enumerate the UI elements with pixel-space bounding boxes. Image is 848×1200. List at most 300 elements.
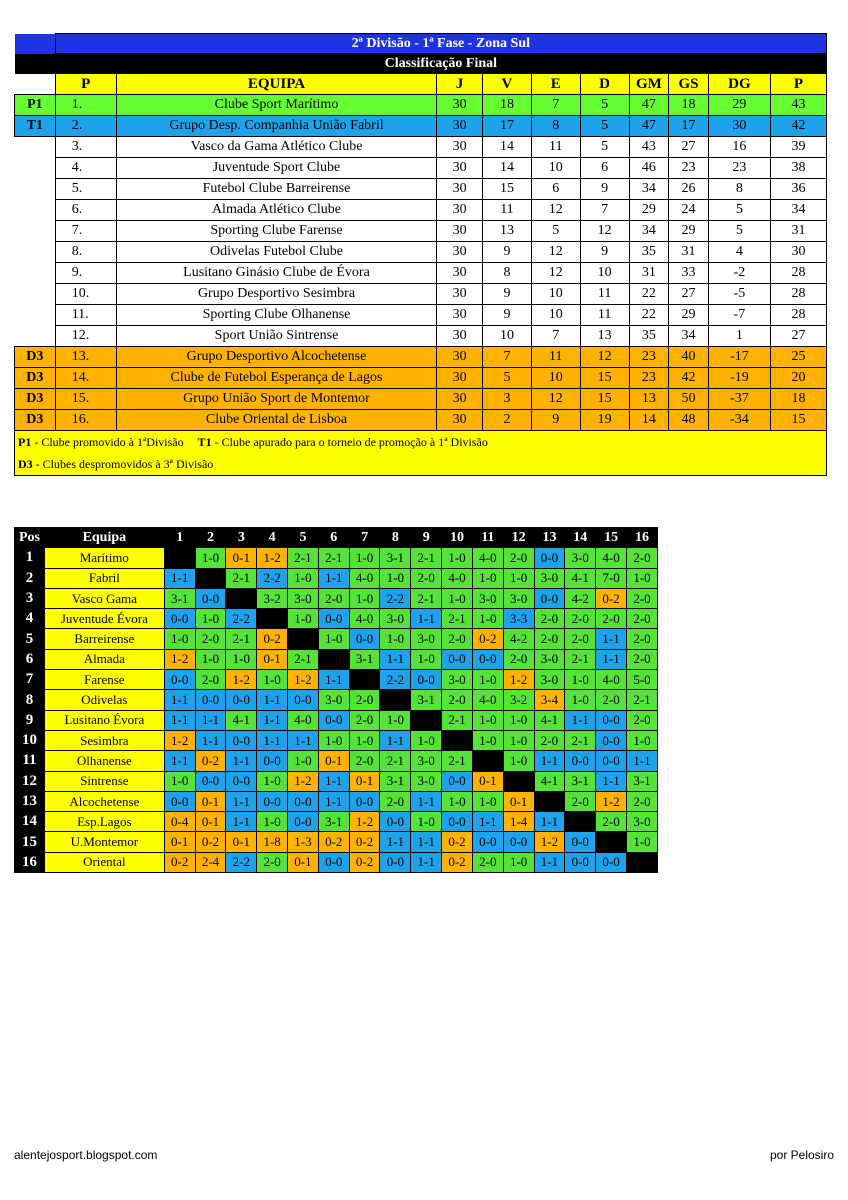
match-result: 4-0 xyxy=(596,548,627,568)
match-result: 1-1 xyxy=(288,730,319,750)
matrix-row-pos: 14 xyxy=(15,812,45,832)
match-result: 2-0 xyxy=(318,588,349,608)
header-goals-for: GM xyxy=(629,74,669,95)
matrix-row-pos: 9 xyxy=(15,710,45,730)
stat-played: 30 xyxy=(437,137,483,158)
match-result: 1-1 xyxy=(257,690,288,710)
matrix-header-opponent: 11 xyxy=(472,528,503,548)
team-name: Juventude Sport Clube xyxy=(116,158,437,179)
stat-points: 28 xyxy=(770,284,826,305)
standings-row xyxy=(15,200,827,221)
match-result: 1-1 xyxy=(318,670,349,690)
stat-goal-diff: 8 xyxy=(708,179,770,200)
stat-losses: 15 xyxy=(580,368,629,389)
match-result: 3-1 xyxy=(164,588,195,608)
legend-code: D3 xyxy=(18,456,33,471)
standings-row xyxy=(15,95,827,116)
status-tag: T1 xyxy=(15,116,56,137)
standings-title: 2ª Divisão - 1ª Fase - Zona Sul xyxy=(55,34,826,54)
stat-goals-against: 33 xyxy=(669,263,709,284)
match-result: 4-0 xyxy=(288,710,319,730)
team-name: Vasco da Gama Atlético Clube xyxy=(116,137,437,158)
match-result: 0-0 xyxy=(472,649,503,669)
match-result: 2-1 xyxy=(442,609,473,629)
team-name: Grupo União Sport de Montemor xyxy=(116,389,437,410)
matrix-header-opponent: 9 xyxy=(411,528,442,548)
match-result: 0-1 xyxy=(503,791,534,811)
match-result: 4-0 xyxy=(472,548,503,568)
match-result: 0-0 xyxy=(288,690,319,710)
match-result: 3-0 xyxy=(565,548,596,568)
matrix-row xyxy=(15,730,658,750)
matrix-self-cell xyxy=(349,670,380,690)
match-result: 1-0 xyxy=(164,629,195,649)
match-result: 0-1 xyxy=(195,791,226,811)
stat-wins: 8 xyxy=(483,263,532,284)
team-name: Sporting Clube Olhanense xyxy=(116,305,437,326)
stat-points: 28 xyxy=(770,263,826,284)
standings-row xyxy=(15,242,827,263)
stat-goals-against: 42 xyxy=(669,368,709,389)
match-result: 1-1 xyxy=(318,568,349,588)
stat-points: 15 xyxy=(770,410,826,431)
matrix-row-pos: 8 xyxy=(15,690,45,710)
matrix-row-team: Fabril xyxy=(44,568,164,588)
stat-losses: 15 xyxy=(580,389,629,410)
match-result: 3-0 xyxy=(472,588,503,608)
match-result: 0-1 xyxy=(195,812,226,832)
stat-losses: 11 xyxy=(580,305,629,326)
stat-played: 30 xyxy=(437,326,483,347)
stat-goals-for: 31 xyxy=(629,263,669,284)
matrix-row-team: Lusitano Évora xyxy=(44,710,164,730)
stat-points: 39 xyxy=(770,137,826,158)
stat-goals-against: 24 xyxy=(669,200,709,221)
match-result: 1-2 xyxy=(164,649,195,669)
matrix-row-team: Farense xyxy=(44,670,164,690)
matrix-row-team: Marítimo xyxy=(44,548,164,568)
legend-code: T1 xyxy=(197,434,212,449)
match-result: 0-0 xyxy=(472,832,503,852)
standings-row xyxy=(15,410,827,431)
standings-table xyxy=(14,33,827,476)
match-result: 2-1 xyxy=(442,751,473,771)
match-result: 0-0 xyxy=(164,609,195,629)
match-result: 1-2 xyxy=(288,771,319,791)
stat-draws: 12 xyxy=(531,200,580,221)
team-position: 8. xyxy=(55,242,116,263)
match-result: 0-0 xyxy=(596,710,627,730)
stat-wins: 9 xyxy=(483,305,532,326)
stat-goals-for: 35 xyxy=(629,326,669,347)
stat-played: 30 xyxy=(437,284,483,305)
match-result: 3-2 xyxy=(503,690,534,710)
stat-played: 30 xyxy=(437,305,483,326)
match-result: 3-1 xyxy=(349,649,380,669)
status-tag xyxy=(15,158,56,179)
matrix-self-cell xyxy=(596,832,627,852)
match-result: 1-0 xyxy=(503,751,534,771)
matrix-header-team: Equipa xyxy=(44,528,164,548)
match-result: 1-0 xyxy=(503,852,534,872)
match-result: 0-0 xyxy=(349,629,380,649)
header-played: J xyxy=(437,74,483,95)
match-result: 1-0 xyxy=(442,548,473,568)
stat-draws: 12 xyxy=(531,389,580,410)
status-tag xyxy=(15,179,56,200)
match-result: 1-0 xyxy=(380,629,411,649)
matrix-self-cell xyxy=(626,852,657,872)
match-result: 1-0 xyxy=(472,670,503,690)
team-position: 11. xyxy=(55,305,116,326)
match-result: 4-1 xyxy=(534,710,565,730)
match-result: 4-0 xyxy=(596,670,627,690)
match-result: 1-2 xyxy=(349,812,380,832)
stat-draws: 12 xyxy=(531,263,580,284)
match-result: 1-0 xyxy=(318,730,349,750)
match-result: 0-0 xyxy=(380,852,411,872)
match-result: 4-1 xyxy=(226,710,257,730)
standings-header-row xyxy=(15,74,827,95)
standings-row xyxy=(15,284,827,305)
stat-draws: 12 xyxy=(531,242,580,263)
match-result: 0-0 xyxy=(442,771,473,791)
match-result: 1-1 xyxy=(411,852,442,872)
matrix-header-opponent: 6 xyxy=(318,528,349,548)
stat-draws: 5 xyxy=(531,221,580,242)
matrix-row-team: Sesimbra xyxy=(44,730,164,750)
stat-goals-for: 43 xyxy=(629,137,669,158)
stat-goals-for: 47 xyxy=(629,116,669,137)
match-result: 0-0 xyxy=(226,771,257,791)
stat-goal-diff: 5 xyxy=(708,221,770,242)
stat-points: 38 xyxy=(770,158,826,179)
match-result: 2-0 xyxy=(534,609,565,629)
match-result: 1-0 xyxy=(503,568,534,588)
legend-text: - Clubes despromovidos à 3ª Divisão xyxy=(32,456,214,471)
status-tag: D3 xyxy=(15,389,56,410)
matrix-row-team: Juventude Évora xyxy=(44,609,164,629)
stat-points: 27 xyxy=(770,326,826,347)
header-losses: D xyxy=(580,74,629,95)
match-result: 7-0 xyxy=(596,568,627,588)
stat-goals-for: 34 xyxy=(629,179,669,200)
stat-goal-diff: 23 xyxy=(708,158,770,179)
team-position: 9. xyxy=(55,263,116,284)
team-name: Sporting Clube Farense xyxy=(116,221,437,242)
match-result: 0-0 xyxy=(380,812,411,832)
match-result: 2-1 xyxy=(442,710,473,730)
match-result: 2-2 xyxy=(226,609,257,629)
match-result: 3-3 xyxy=(503,609,534,629)
match-result: 0-0 xyxy=(565,832,596,852)
match-result: 1-0 xyxy=(288,609,319,629)
match-result: 1-0 xyxy=(472,791,503,811)
match-result: 1-2 xyxy=(534,832,565,852)
standings-row xyxy=(15,221,827,242)
footer-author: por Pelosiro xyxy=(769,1148,834,1162)
stat-goals-against: 29 xyxy=(669,221,709,242)
stat-points: 36 xyxy=(770,179,826,200)
stat-goals-against: 34 xyxy=(669,326,709,347)
match-result: 1-2 xyxy=(164,730,195,750)
matrix-self-cell xyxy=(472,751,503,771)
stat-wins: 9 xyxy=(483,242,532,263)
team-name: Sport União Sintrense xyxy=(116,326,437,347)
matrix-row-pos: 4 xyxy=(15,609,45,629)
match-result: 1-1 xyxy=(257,730,288,750)
match-result: 2-1 xyxy=(411,588,442,608)
match-result: 3-0 xyxy=(626,812,657,832)
match-result: 1-1 xyxy=(565,710,596,730)
status-tag xyxy=(15,242,56,263)
header-pos: P xyxy=(55,74,116,95)
match-result: 1-1 xyxy=(164,751,195,771)
match-result: 1-0 xyxy=(626,832,657,852)
stat-wins: 14 xyxy=(483,137,532,158)
status-tag: P1 xyxy=(15,95,56,116)
standings-row xyxy=(15,179,827,200)
stat-losses: 9 xyxy=(580,242,629,263)
matrix-header-opponent: 2 xyxy=(195,528,226,548)
match-result: 1-0 xyxy=(472,710,503,730)
stat-played: 30 xyxy=(437,179,483,200)
match-result: 1-0 xyxy=(195,609,226,629)
team-position: 1. xyxy=(55,95,116,116)
match-result: 1-0 xyxy=(626,568,657,588)
stat-goals-against: 18 xyxy=(669,95,709,116)
team-position: 10. xyxy=(55,284,116,305)
matrix-row-pos: 6 xyxy=(15,649,45,669)
team-position: 12. xyxy=(55,326,116,347)
match-result: 2-0 xyxy=(596,609,627,629)
status-tag xyxy=(15,137,56,158)
stat-goals-for: 14 xyxy=(629,410,669,431)
stat-goal-diff: -19 xyxy=(708,368,770,389)
stat-losses: 11 xyxy=(580,284,629,305)
match-result: 1-1 xyxy=(380,649,411,669)
stat-draws: 7 xyxy=(531,95,580,116)
matrix-row xyxy=(15,568,658,588)
stat-played: 30 xyxy=(437,221,483,242)
match-result: 1-1 xyxy=(411,832,442,852)
match-result: 3-0 xyxy=(534,670,565,690)
team-name: Lusitano Ginásio Clube de Évora xyxy=(116,263,437,284)
stat-points: 42 xyxy=(770,116,826,137)
match-result: 2-2 xyxy=(380,588,411,608)
match-result: 1-0 xyxy=(257,771,288,791)
stat-wins: 5 xyxy=(483,368,532,389)
stat-losses: 9 xyxy=(580,179,629,200)
stat-goal-diff: 30 xyxy=(708,116,770,137)
status-tag xyxy=(15,263,56,284)
stat-draws: 7 xyxy=(531,326,580,347)
match-result: 1-0 xyxy=(349,548,380,568)
stat-wins: 10 xyxy=(483,326,532,347)
match-result: 3-1 xyxy=(411,690,442,710)
stat-wins: 9 xyxy=(483,284,532,305)
match-result: 1-1 xyxy=(534,751,565,771)
matrix-row xyxy=(15,812,658,832)
match-result: 3-1 xyxy=(380,548,411,568)
match-result: 0-1 xyxy=(472,771,503,791)
matrix-row xyxy=(15,791,658,811)
status-tag: D3 xyxy=(15,410,56,431)
stat-draws: 10 xyxy=(531,284,580,305)
match-result: 3-0 xyxy=(503,588,534,608)
stat-wins: 15 xyxy=(483,179,532,200)
stat-goals-against: 31 xyxy=(669,242,709,263)
match-result: 0-1 xyxy=(226,548,257,568)
stat-goal-diff: 1 xyxy=(708,326,770,347)
match-result: 4-0 xyxy=(349,568,380,588)
header-points: P xyxy=(770,74,826,95)
match-result: 3-4 xyxy=(534,690,565,710)
match-result: 0-0 xyxy=(164,791,195,811)
match-result: 0-1 xyxy=(164,832,195,852)
match-result: 3-0 xyxy=(380,609,411,629)
team-position: 16. xyxy=(55,410,116,431)
stat-played: 30 xyxy=(437,200,483,221)
match-result: 2-0 xyxy=(380,791,411,811)
match-result: 1-0 xyxy=(626,730,657,750)
standings-row xyxy=(15,347,827,368)
team-position: 15. xyxy=(55,389,116,410)
standings-row xyxy=(15,116,827,137)
match-result: 2-1 xyxy=(626,690,657,710)
match-result: 0-0 xyxy=(442,649,473,669)
stat-played: 30 xyxy=(437,368,483,389)
match-result: 1-0 xyxy=(565,690,596,710)
match-result: 0-0 xyxy=(349,791,380,811)
stat-draws: 6 xyxy=(531,179,580,200)
match-result: 0-2 xyxy=(442,852,473,872)
match-result: 2-0 xyxy=(626,548,657,568)
match-result: 2-1 xyxy=(565,649,596,669)
match-result: 2-0 xyxy=(626,629,657,649)
stat-draws: 10 xyxy=(531,158,580,179)
stat-goal-diff: -7 xyxy=(708,305,770,326)
match-result: 0-2 xyxy=(164,852,195,872)
status-tag xyxy=(15,200,56,221)
match-result: 4-0 xyxy=(472,690,503,710)
matrix-header-row xyxy=(15,528,658,548)
stat-wins: 14 xyxy=(483,158,532,179)
match-result: 1-1 xyxy=(226,751,257,771)
match-result: 1-2 xyxy=(596,791,627,811)
match-result: 1-0 xyxy=(503,730,534,750)
stat-points: 43 xyxy=(770,95,826,116)
matrix-row-pos: 5 xyxy=(15,629,45,649)
matrix-header-opponent: 5 xyxy=(288,528,319,548)
match-result: 1-0 xyxy=(288,568,319,588)
match-result: 3-0 xyxy=(318,690,349,710)
matrix-row-team: U.Montemor xyxy=(44,832,164,852)
match-result: 0-0 xyxy=(288,791,319,811)
team-name: Clube de Futebol Esperança de Lagos xyxy=(116,368,437,389)
match-result: 2-0 xyxy=(626,609,657,629)
standings-row xyxy=(15,158,827,179)
match-result: 0-0 xyxy=(195,690,226,710)
status-tag xyxy=(15,284,56,305)
match-result: 3-0 xyxy=(534,568,565,588)
team-position: 5. xyxy=(55,179,116,200)
match-result: 0-2 xyxy=(195,751,226,771)
match-result: 1-1 xyxy=(596,649,627,669)
header-draws: E xyxy=(531,74,580,95)
standings-row xyxy=(15,137,827,158)
match-result: 1-1 xyxy=(164,710,195,730)
match-result: 0-0 xyxy=(164,670,195,690)
match-result: 0-0 xyxy=(257,751,288,771)
match-result: 1-1 xyxy=(195,710,226,730)
matrix-self-cell xyxy=(534,791,565,811)
matrix-self-cell xyxy=(318,649,349,669)
stat-draws: 10 xyxy=(531,305,580,326)
stat-points: 20 xyxy=(770,368,826,389)
match-result: 2-0 xyxy=(534,730,565,750)
header-goals-against: GS xyxy=(669,74,709,95)
match-result: 1-1 xyxy=(534,812,565,832)
matrix-row-team: Odivelas xyxy=(44,690,164,710)
matrix-header-opponent: 16 xyxy=(626,528,657,548)
stat-goals-against: 40 xyxy=(669,347,709,368)
match-result: 2-2 xyxy=(257,568,288,588)
header-wins: V xyxy=(483,74,532,95)
standings-title-row xyxy=(15,34,827,54)
matrix-row-team: Sintrense xyxy=(44,771,164,791)
match-result: 1-0 xyxy=(164,771,195,791)
team-position: 13. xyxy=(55,347,116,368)
matrix-row xyxy=(15,852,658,872)
match-result: 2-1 xyxy=(411,548,442,568)
matrix-row-team: Alcochetense xyxy=(44,791,164,811)
stat-points: 25 xyxy=(770,347,826,368)
matrix-row-pos: 7 xyxy=(15,670,45,690)
matrix-header-opponent: 12 xyxy=(503,528,534,548)
match-result: 1-0 xyxy=(226,649,257,669)
matrix-self-cell xyxy=(226,588,257,608)
stat-played: 30 xyxy=(437,116,483,137)
matrix-self-cell xyxy=(380,690,411,710)
match-result: 1-1 xyxy=(226,791,257,811)
stat-goal-diff: 29 xyxy=(708,95,770,116)
match-result: 2-0 xyxy=(442,690,473,710)
matrix-header-opponent: 14 xyxy=(565,528,596,548)
match-result: 1-0 xyxy=(411,812,442,832)
match-result: 0-0 xyxy=(534,588,565,608)
matrix-header-opponent: 7 xyxy=(349,528,380,548)
matrix-row xyxy=(15,832,658,852)
stat-losses: 19 xyxy=(580,410,629,431)
stat-wins: 18 xyxy=(483,95,532,116)
match-result: 1-0 xyxy=(442,588,473,608)
match-result: 0-1 xyxy=(257,649,288,669)
match-result: 1-1 xyxy=(411,609,442,629)
matrix-row-team: Esp.Lagos xyxy=(44,812,164,832)
stat-goals-against: 29 xyxy=(669,305,709,326)
match-result: 1-8 xyxy=(257,832,288,852)
stat-goals-for: 23 xyxy=(629,368,669,389)
stat-goals-against: 48 xyxy=(669,410,709,431)
standings-subtitle-row xyxy=(15,54,827,74)
match-result: 3-0 xyxy=(411,751,442,771)
legend-cell xyxy=(15,431,827,454)
match-result: 3-0 xyxy=(411,771,442,791)
match-result: 0-2 xyxy=(195,832,226,852)
match-result: 2-0 xyxy=(626,649,657,669)
match-result: 0-2 xyxy=(349,852,380,872)
